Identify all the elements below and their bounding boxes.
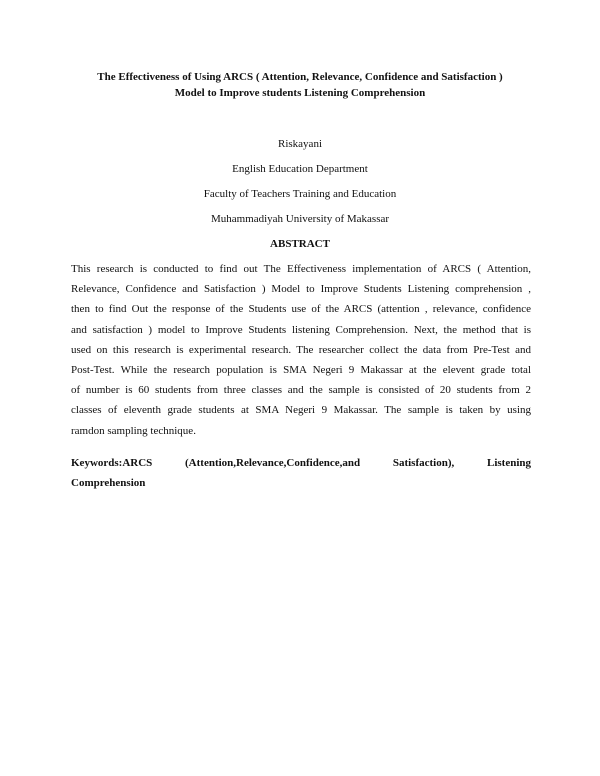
abstract-line: then to find Out the response of the Students use of the ARCS (attention , relevance, confidence [71,303,531,316]
abstract-line: Relevance, Confidence and Satisfaction ) Model to Improve Students Listening comprehension , [71,283,531,296]
author-name: Riskayani [278,138,322,150]
abstract-line: Post-Test. While the research population is SMA Negeri 9 Makassar at the elevent grade total [71,363,531,376]
abstract-line: ramdon sampling technique. [71,424,196,437]
keywords-line-1: Keywords:ARCS (Attention,Relevance,Confidence,and Satisfaction), Listening [71,457,531,469]
faculty: Faculty of Teachers Training and Education [203,188,397,200]
abstract-line: and satisfaction ) model to Improve Students listening Comprehension. Next, the method that is [71,323,531,336]
abstract-line: classes of eleventh grade students at SMA Negeri 9 Makassar. The sample is taken by using [71,404,531,417]
abstract-line: of number is 60 students from three classes and the sample is consisted of 20 students from 2 [71,384,531,397]
abstract-line: used on this research is experimental research. The researcher collect the data from Pre-Test and [71,343,531,356]
paper-title-line-1: The Effectiveness of Using ARCS ( Attention, Relevance, Confidence and Satisfaction ) [97,71,503,83]
paper-title-line-2: Model to Improve students Listening Comprehension [174,87,426,99]
department: English Education Department [232,163,368,175]
keywords [71,456,531,496]
university: Muhammadiyah University of Makassar [210,213,390,225]
abstract-line: This research is conducted to find out The Effectiveness implementation of ARCS ( Attention, [71,263,531,275]
abstract-body [71,262,531,444]
keywords-line-2: Comprehension [71,477,146,489]
abstract-heading: ABSTRACT [270,238,330,250]
